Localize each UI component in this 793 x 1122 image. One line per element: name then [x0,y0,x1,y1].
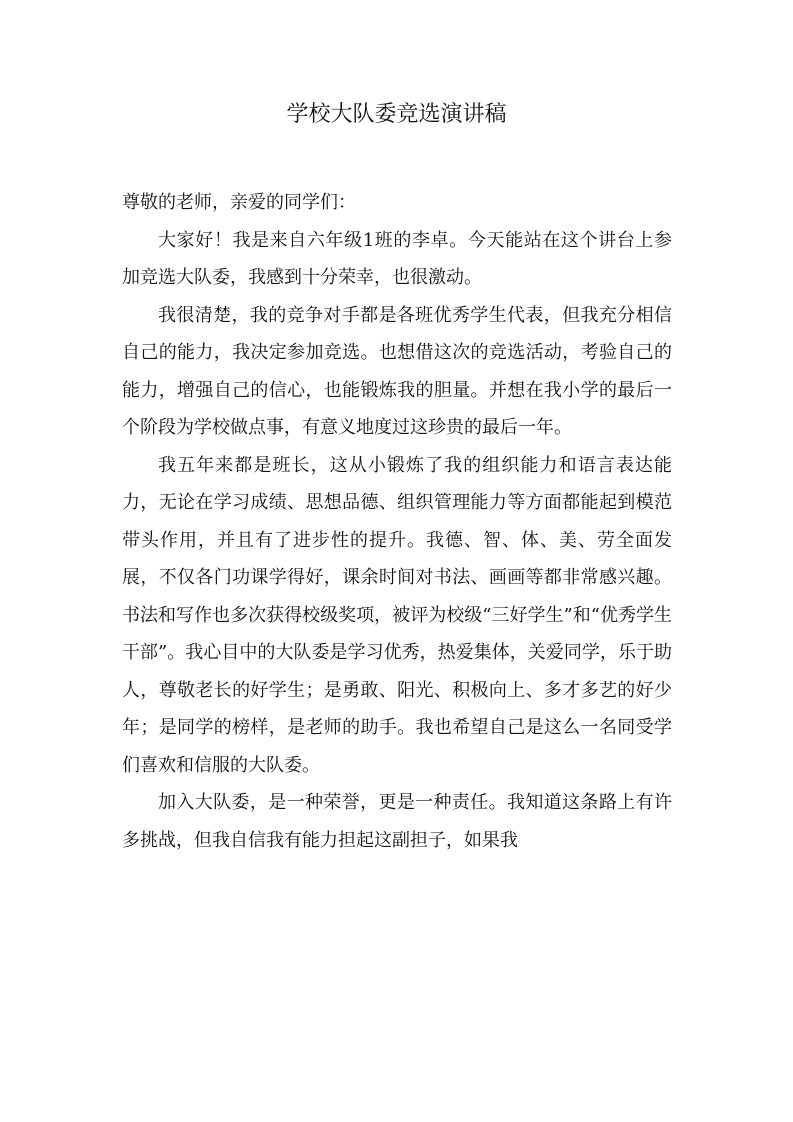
paragraph-3: 我五年来都是班长，这从小锻炼了我的组织能力和语言表达能力，无论在学习成绩、思想品德、组织管理能力等方面都能起到模范带头作用，并且有了进步性的提升。我德、智、体、美、劳全面发展，不仅各门功课学得好，课余时间对书法、画画等都非常感兴趣。书法和写作也多次获得校级奖项，被评为校级“三好学生”和“优秀学生干部”。我心目中的大队委是学习优秀，热爱集体，关爱同学，乐于助人，尊敬老长的好学生；是勇敢、阳光、积极向上、多才多艺的好少年；是同学的榜样，是老师的助手。我也希望自己是这么一名同受学们喜欢和信服的大队委。 [122,454,672,776]
paragraph-2: 我很清楚，我的竞争对手都是各班优秀学生代表，但我充分相信自己的能力，我决定参加竞选。也想借这次的竞选活动，考验自己的能力，增强自己的信心，也能锻炼我的胆量。并想在我小学的最后一个阶段为学校做点事，有意义地度过这珍贵的最后一年。 [122,304,672,438]
salutation: 尊敬的老师，亲爱的同学们： [122,192,356,213]
paragraph-1: 大家好！我是来自六年级1班的李卓。今天能站在这个讲台上参加竞选大队委，我感到十分荣幸，也很激动。 [122,229,672,288]
document-body [122,184,672,859]
paragraph-4: 加入大队委，是一种荣誉，更是一种责任。我知道这条路上有许多挑战，但我自信我有能力担起这副担子，如果我 [122,792,672,851]
document-title: 学校大队委竞选演讲稿 [286,102,507,127]
